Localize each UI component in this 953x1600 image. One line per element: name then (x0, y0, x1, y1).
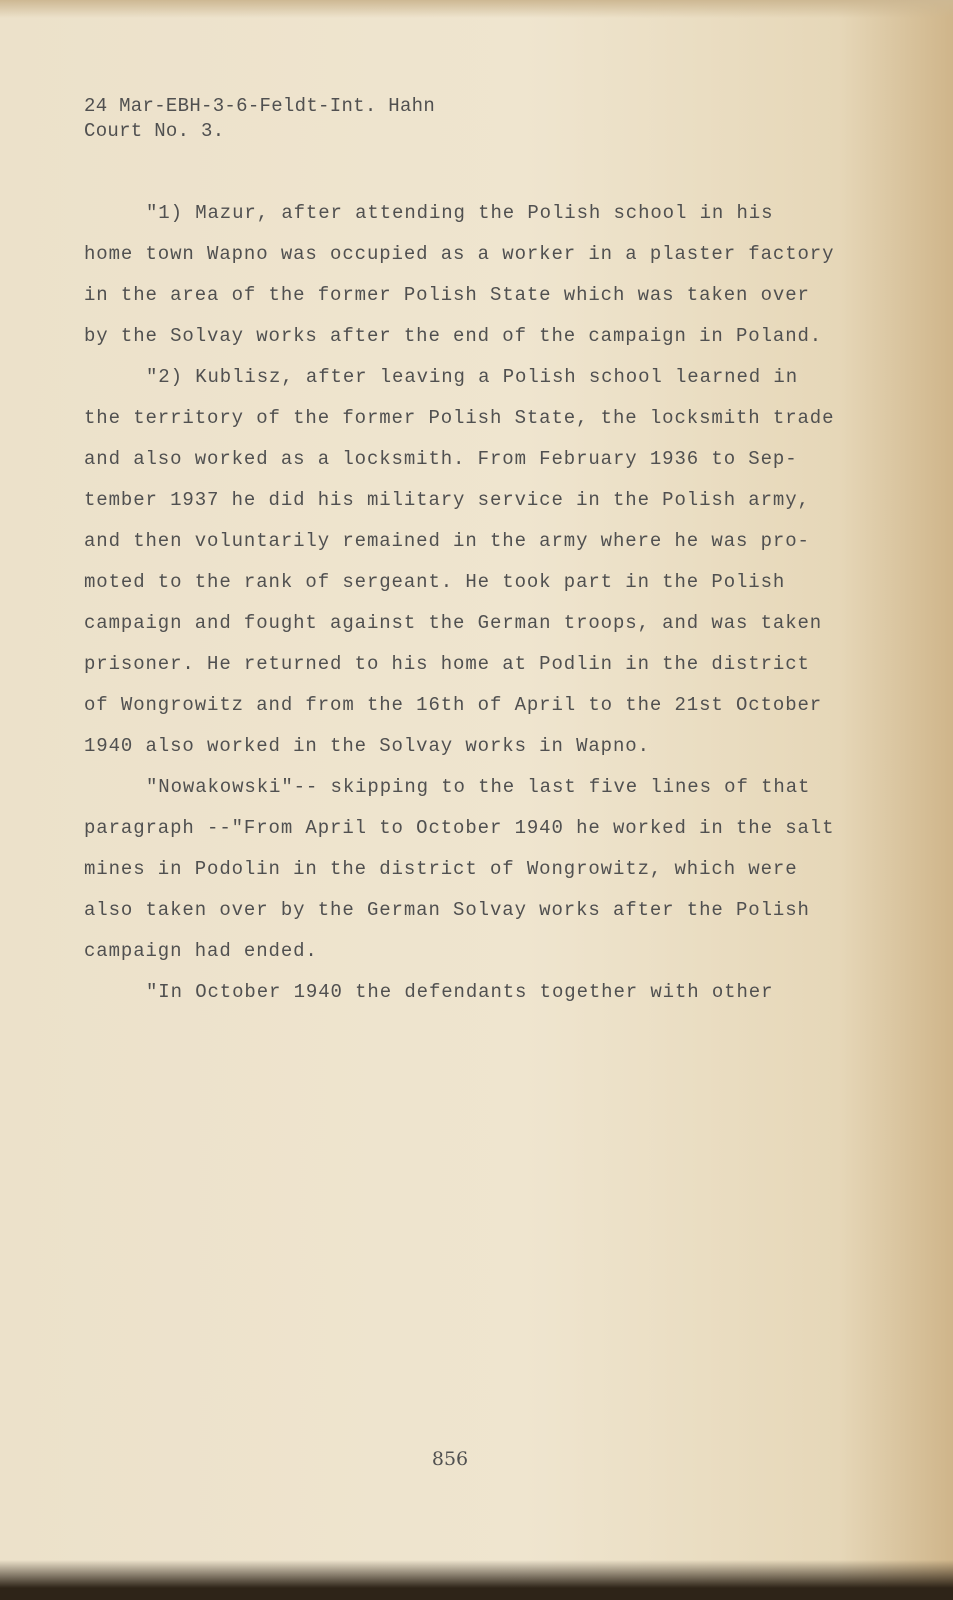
paragraph-1-line: in the area of the former Polish State which was taken over (84, 284, 810, 306)
paragraph-1-line: home town Wapno was occupied as a worker in a plaster factory (84, 243, 835, 265)
paragraph-4-line: "In October 1940 the defendants together with other (146, 981, 774, 1003)
paragraph-3-line: paragraph --"From April to October 1940 he worked in the salt (84, 817, 835, 839)
paragraph-2-line: the territory of the former Polish State, the locksmith trade (84, 407, 835, 429)
paragraph-1-line: "1) Mazur, after attending the Polish school in his (146, 202, 774, 224)
paragraph-2-line: campaign and fought against the German troops, and was taken (84, 612, 823, 634)
page-number: 856 (431, 1448, 469, 1470)
header-court-number: Court No. 3. (84, 120, 225, 142)
paragraph-3-line: also taken over by the German Solvay works after the Polish (84, 899, 810, 921)
paragraph-2-line: of Wongrowitz and from the 16th of April to the 21st October (84, 694, 823, 716)
paragraph-2-line: tember 1937 he did his military service in the Polish army, (84, 489, 810, 511)
paragraph-3-line: campaign had ended. (84, 940, 318, 962)
document-header (84, 94, 435, 144)
document-body (84, 193, 844, 1013)
paragraph-3-line: "Nowakowski"-- skipping to the last five lines of that (146, 776, 811, 798)
paragraph-3-line: mines in Podolin in the district of Wongrowitz, which were (84, 858, 798, 880)
paragraph-2-line: 1940 also worked in the Solvay works in Wapno. (84, 735, 650, 757)
paragraph-2-line: "2) Kublisz, after leaving a Polish school learned in (146, 366, 798, 388)
paragraph-2-line: prisoner. He returned to his home at Podlin in the district (84, 653, 810, 675)
paragraph-2-line: and also worked as a locksmith. From February 1936 to Sep- (84, 448, 798, 470)
paragraph-2-line: moted to the rank of sergeant. He took part in the Polish (84, 571, 786, 593)
paragraph-1-line: by the Solvay works after the end of the campaign in Poland. (84, 325, 823, 347)
paragraph-2-line: and then voluntarily remained in the army where he was pro- (84, 530, 810, 552)
header-case-reference: 24 Mar-EBH-3-6-Feldt-Int. Hahn (84, 95, 436, 117)
